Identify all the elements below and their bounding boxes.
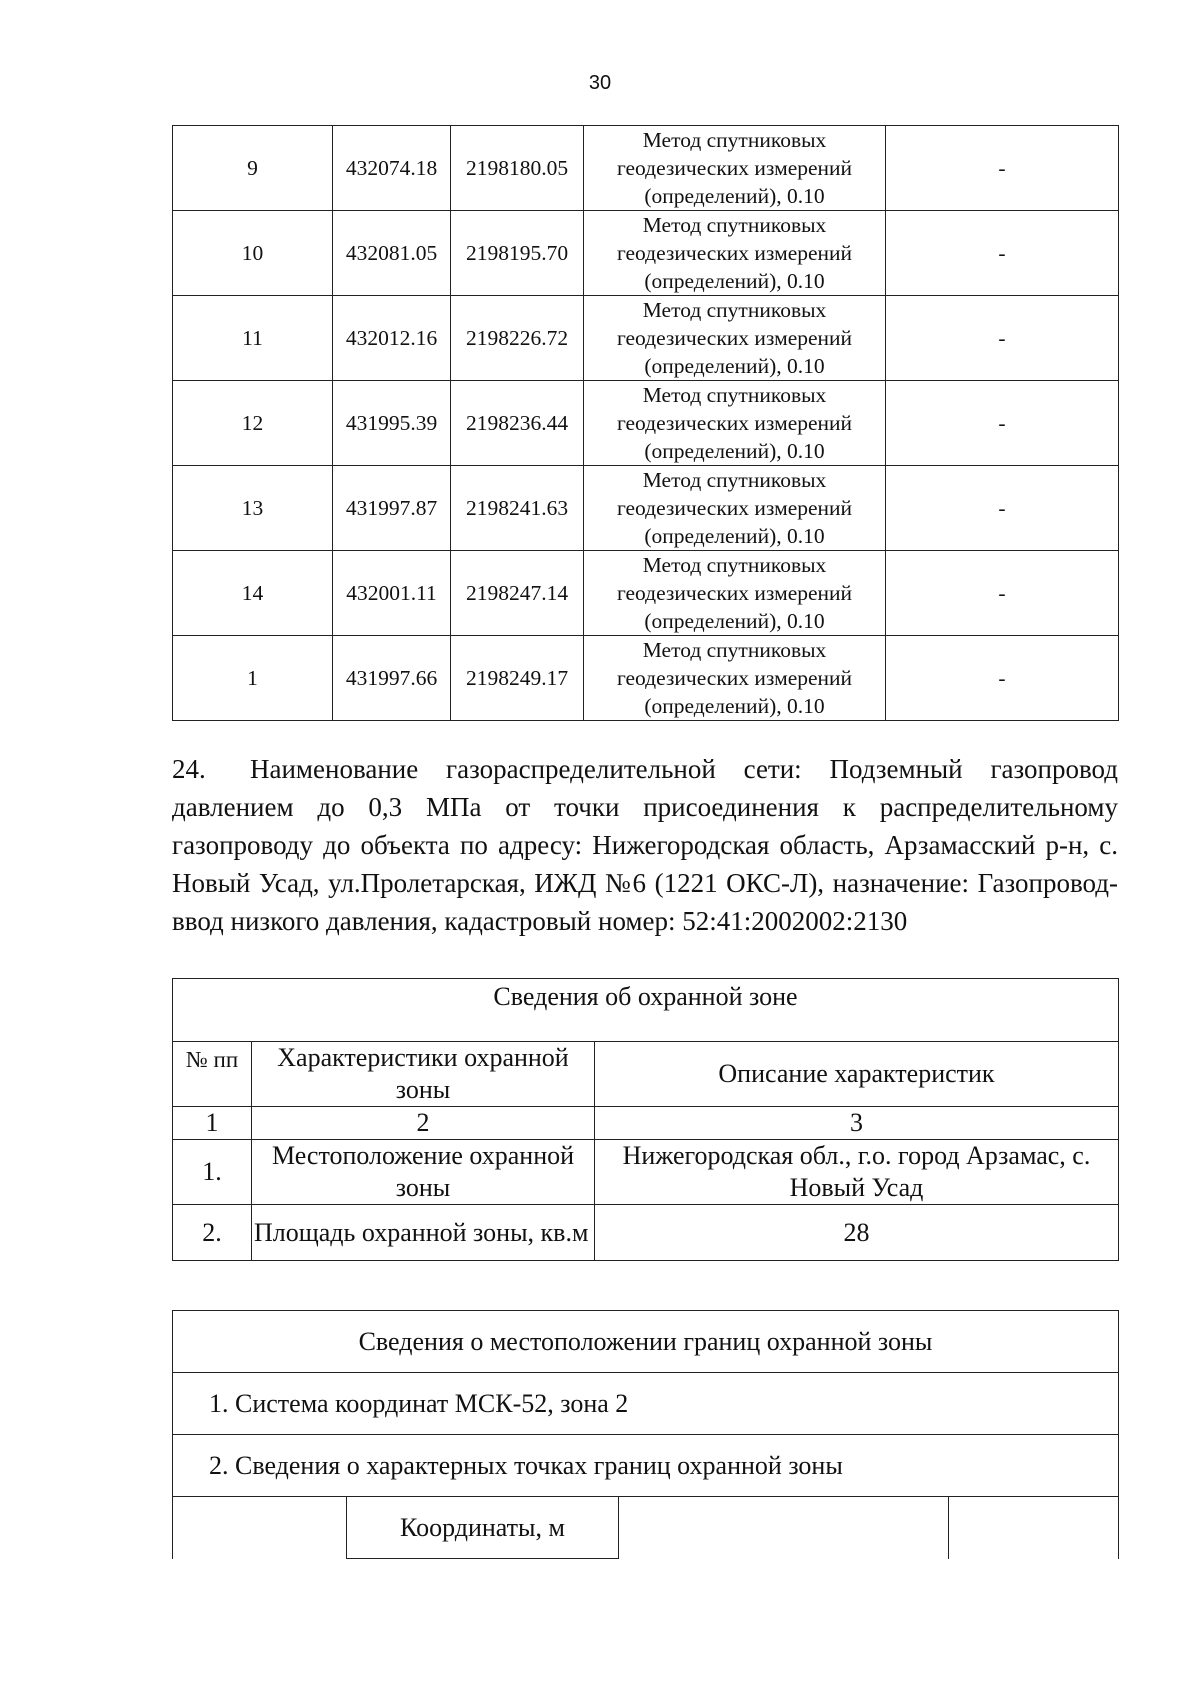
method-line: геодезических измерений	[616, 666, 853, 690]
y-coordinate-cell: 2198195.70	[451, 211, 584, 296]
method-cell	[584, 551, 886, 636]
method-line: геодезических измерений	[616, 581, 853, 605]
zone-row-number: 1.	[173, 1140, 252, 1205]
method-line: геодезических измерений	[616, 411, 853, 435]
zone-row-description: Нижегородская обл., г.о. город Арзамас, с. Новый Усад	[595, 1140, 1119, 1205]
note-cell: -	[886, 551, 1119, 636]
method-line: (определений), 0.10	[644, 609, 825, 633]
empty-cell	[619, 1497, 949, 1559]
method-line: геодезических измерений	[616, 496, 853, 520]
coordinate-row	[173, 211, 1119, 296]
zone-header-characteristics: Характеристики охранной зоны	[252, 1042, 595, 1107]
x-coordinate-cell: 431997.87	[333, 466, 451, 551]
method-line: геодезических измерений	[616, 156, 853, 180]
point-number-cell: 9	[173, 126, 333, 211]
zone-row-characteristic: Местоположение охранной зоны	[252, 1140, 595, 1205]
method-cell	[584, 636, 886, 721]
y-coordinate-cell: 2198247.14	[451, 551, 584, 636]
method-line: геодезических измерений	[616, 326, 853, 350]
coordinate-row	[173, 551, 1119, 636]
zone-row-description: 28	[595, 1205, 1119, 1261]
x-coordinate-cell: 432001.11	[333, 551, 451, 636]
method-cell	[584, 296, 886, 381]
method-cell	[584, 126, 886, 211]
characteristic-points-line: 2. Сведения о характерных точках границ охранной зоны	[173, 1435, 1119, 1497]
y-coordinate-cell: 2198236.44	[451, 381, 584, 466]
page-number: 30	[588, 72, 612, 94]
method-line: (определений), 0.10	[644, 184, 825, 208]
x-coordinate-cell: 432081.05	[333, 211, 451, 296]
zone-header-description: Описание характеристик	[595, 1042, 1119, 1107]
zone-row-characteristic: Площадь охранной зоны, кв.м	[252, 1205, 595, 1261]
note-cell: -	[886, 381, 1119, 466]
method-line: (определений), 0.10	[644, 524, 825, 548]
zone-col-number-1: 1	[173, 1107, 252, 1140]
zone-table-title: Сведения об охранной зоне	[173, 979, 1119, 1042]
method-line: (определений), 0.10	[644, 269, 825, 293]
coordinate-system-line: 1. Система координат МСК-52, зона 2	[173, 1373, 1119, 1435]
point-number-cell: 12	[173, 381, 333, 466]
zone-row-number: 2.	[173, 1205, 252, 1261]
y-coordinate-cell: 2198249.17	[451, 636, 584, 721]
x-coordinate-cell: 431997.66	[333, 636, 451, 721]
y-coordinate-cell: 2198226.72	[451, 296, 584, 381]
note-cell: -	[886, 211, 1119, 296]
method-line: Метод спутниковых	[642, 383, 827, 407]
x-coordinate-cell: 432012.16	[333, 296, 451, 381]
point-number-cell: 13	[173, 466, 333, 551]
method-line: геодезических измерений	[616, 241, 853, 265]
coordinate-row	[173, 466, 1119, 551]
method-line: Метод спутниковых	[642, 553, 827, 577]
section-24-paragraph	[172, 750, 1118, 940]
method-cell	[584, 211, 886, 296]
section-number: 24.	[172, 754, 206, 784]
y-coordinate-cell: 2198180.05	[451, 126, 584, 211]
boundaries-table-title: Сведения о местоположении границ охранной зоны	[173, 1311, 1119, 1373]
method-line: (определений), 0.10	[644, 694, 825, 718]
y-coordinate-cell: 2198241.63	[451, 466, 584, 551]
method-line: Метод спутниковых	[642, 128, 827, 152]
point-number-cell: 11	[173, 296, 333, 381]
note-cell: -	[886, 126, 1119, 211]
point-number-cell: 10	[173, 211, 333, 296]
note-cell: -	[886, 466, 1119, 551]
zone-col-number-3: 3	[595, 1107, 1119, 1140]
empty-cell	[173, 1497, 347, 1559]
method-line: Метод спутниковых	[642, 213, 827, 237]
method-line: Метод спутниковых	[642, 638, 827, 662]
coordinate-row	[173, 296, 1119, 381]
method-line: (определений), 0.10	[644, 439, 825, 463]
coordinate-row	[173, 636, 1119, 721]
method-cell	[584, 466, 886, 551]
note-cell: -	[886, 296, 1119, 381]
zone-boundaries-table	[172, 1310, 1119, 1559]
coordinate-row	[173, 381, 1119, 466]
method-line: Метод спутниковых	[642, 468, 827, 492]
empty-cell	[949, 1497, 1119, 1559]
point-number-cell: 14	[173, 551, 333, 636]
coordinates-table	[172, 125, 1119, 721]
zone-header-number: № пп	[173, 1042, 252, 1107]
zone-col-number-2: 2	[252, 1107, 595, 1140]
coordinates-header: Координаты, м	[347, 1497, 619, 1559]
method-cell	[584, 381, 886, 466]
x-coordinate-cell: 432074.18	[333, 126, 451, 211]
method-line: Метод спутниковых	[642, 298, 827, 322]
x-coordinate-cell: 431995.39	[333, 381, 451, 466]
method-line: (определений), 0.10	[644, 354, 825, 378]
protection-zone-table	[172, 978, 1119, 1261]
coordinate-row	[173, 126, 1119, 211]
section-text: Наименование газораспределительной сети: Подземный газопровод давлением до 0,3 МПа от точки присоединения к распределительному газопроводу до объекта по адресу: Нижегородская область, Арзамасский р-н, с. Новый Усад, ул.Пролетарская, ИЖД №6 (1221 ОКС-Л), назначение: Газопровод- ввод низкого давления, кадастровый номер: 52:41:2002002:2130	[172, 754, 1118, 936]
point-number-cell: 1	[173, 636, 333, 721]
note-cell: -	[886, 636, 1119, 721]
